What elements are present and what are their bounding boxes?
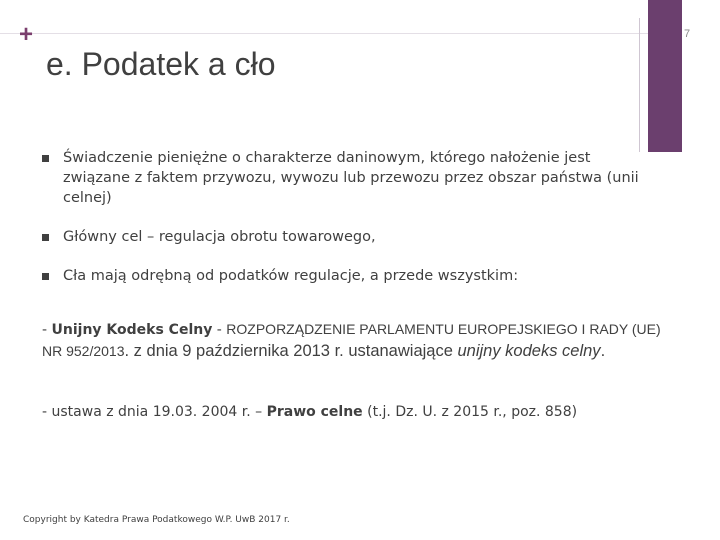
para2-prefix: - ustawa z dnia 19.03. 2004 r. – <box>42 404 267 420</box>
accent-bar <box>648 0 682 152</box>
regulation-title: ROZPORZĄDZENIE PARLAMENTU EUROPEJSKIEGO I RADY (UE) NR 952/2013 <box>42 321 661 359</box>
slide-number: 7 <box>684 28 691 40</box>
customs-law-paragraph <box>42 402 682 422</box>
header-vertical-rule <box>639 18 640 152</box>
customs-law-name: Prawo celne <box>266 404 363 420</box>
header-rule <box>0 33 678 34</box>
para1-separator: - <box>212 322 227 338</box>
plus-icon: + <box>19 21 34 48</box>
regulation-date: . z dnia 9 października 2013 r. ustanawiające <box>124 342 458 360</box>
para1-prefix: - <box>42 322 52 338</box>
customs-code-name: Unijny Kodeks Celny <box>51 322 213 338</box>
para1-end: . <box>600 342 606 360</box>
regulation-italic: unijny kodeks celny <box>457 342 601 360</box>
bullet-item-definition: Świadczenie pieniężne o charakterze daninowym, którego nałożenie jest związane z faktem przywozu, wywozu lub przewozu przez obszar państwa (unii celnej) <box>42 148 642 208</box>
slide-title: e. Podatek a cło <box>46 46 276 82</box>
bullet-list <box>42 148 642 305</box>
bullet-item-regulation: Cła mają odrębną od podatków regulacje, a przede wszystkim: <box>42 266 642 286</box>
bullet-item-goal: Główny cel – regulacja obrotu towarowego, <box>42 227 642 247</box>
para2-suffix: (t.j. Dz. U. z 2015 r., poz. 858) <box>362 404 578 420</box>
customs-code-paragraph <box>42 319 678 363</box>
copyright-footer: Copyright by Katedra Prawa Podatkowego W.P. UwB 2017 r. <box>23 515 290 525</box>
